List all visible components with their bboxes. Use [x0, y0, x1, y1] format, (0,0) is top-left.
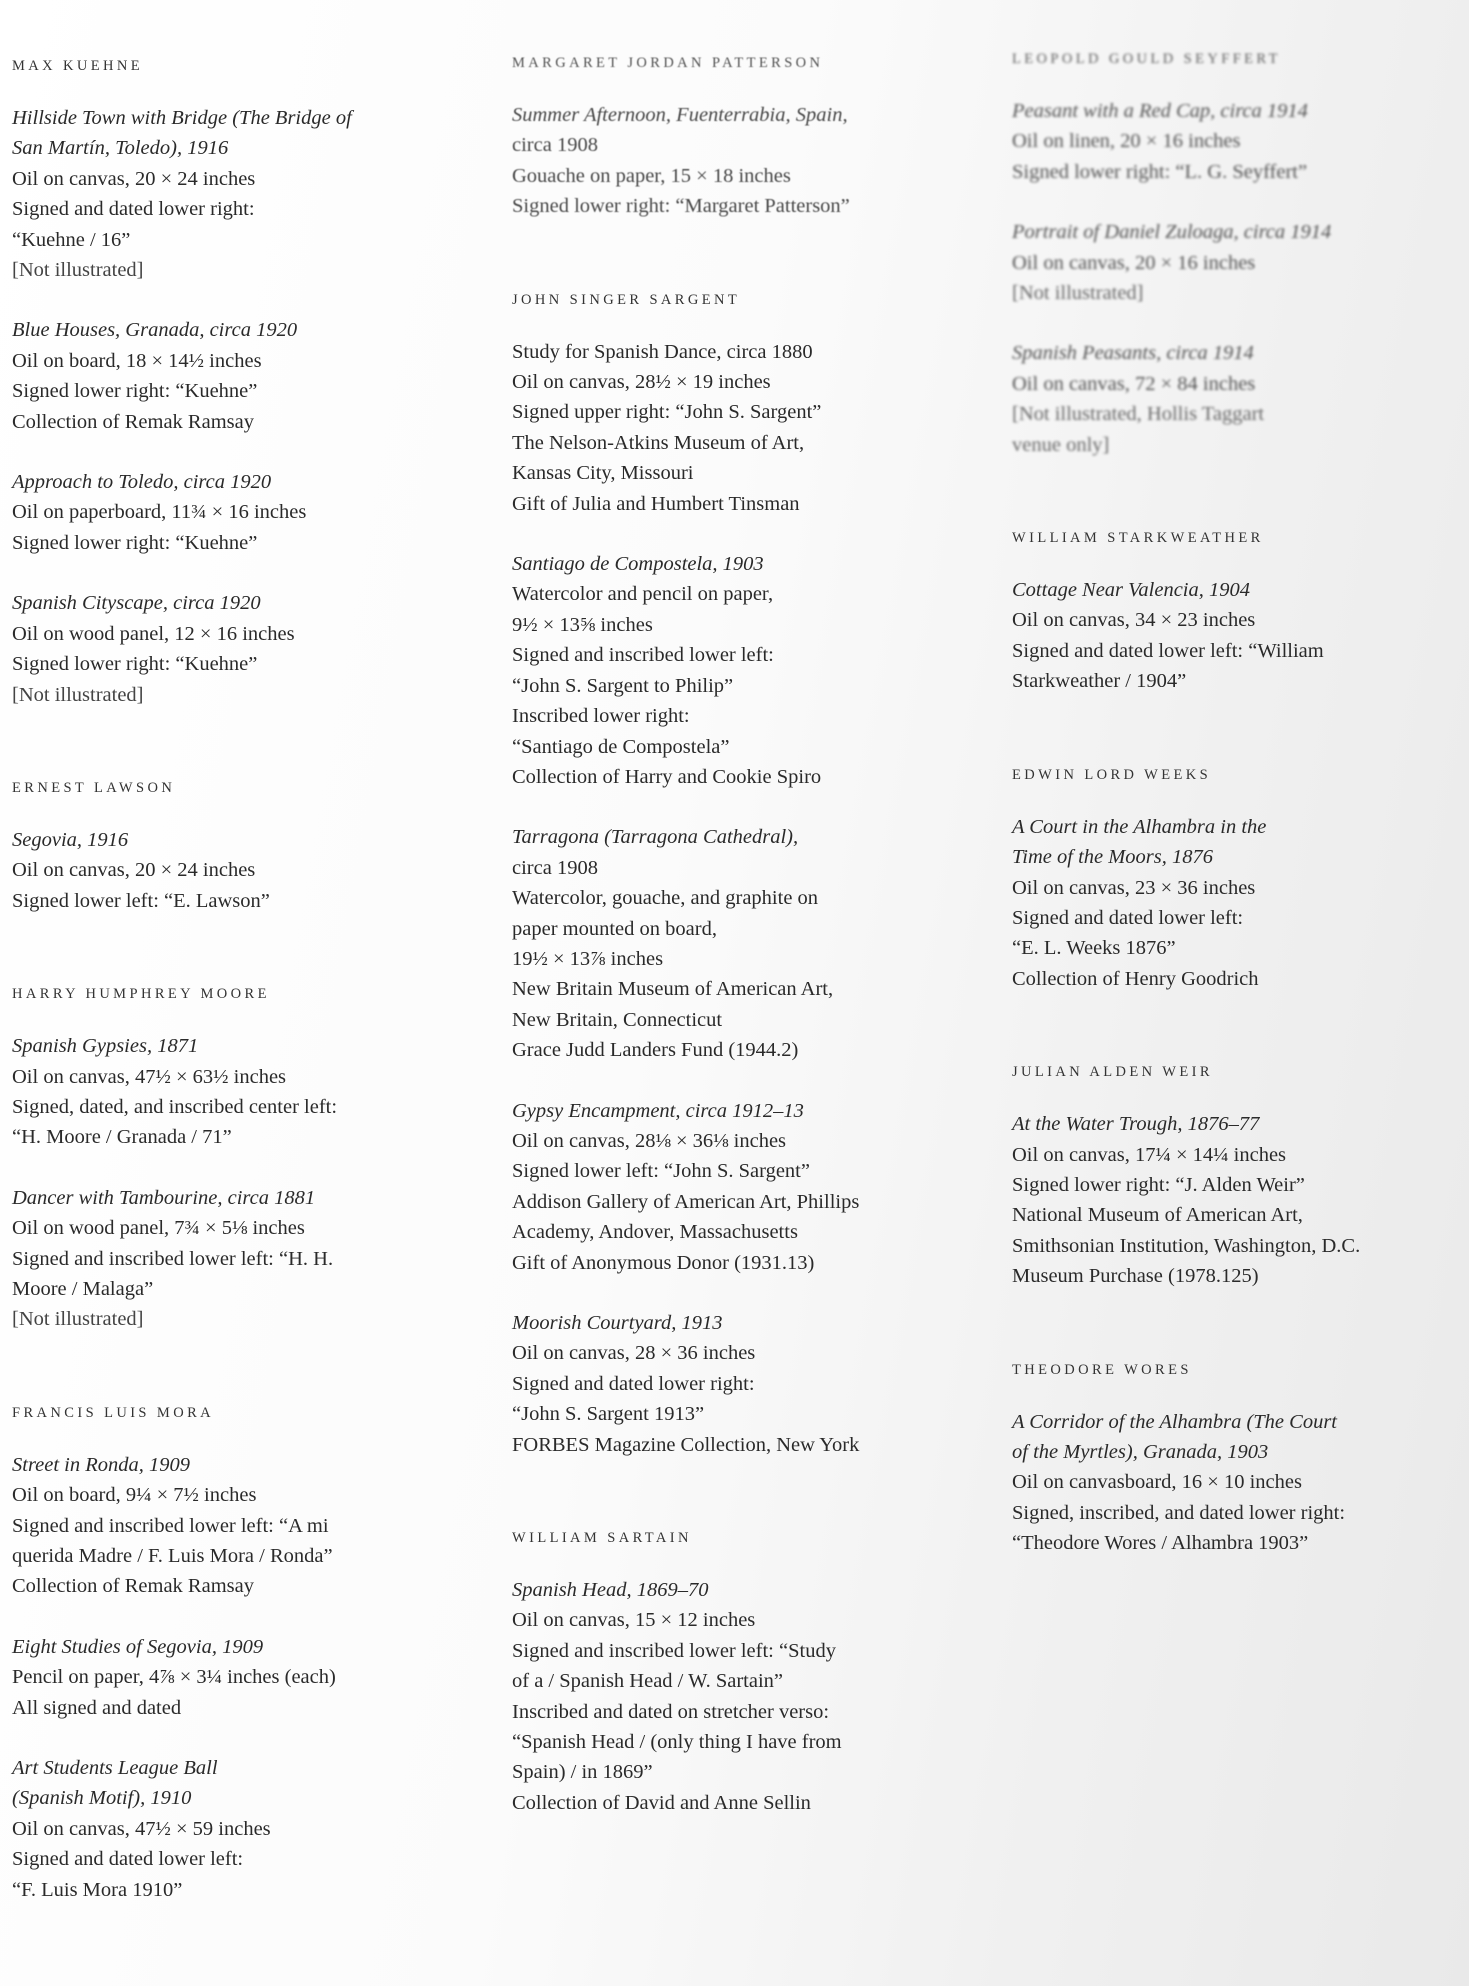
artwork-collection: Grace Judd Landers Fund (1944.2)	[512, 1039, 799, 1062]
artwork-entry	[12, 825, 482, 916]
artist-entry	[1012, 767, 1469, 994]
artwork-title: Eight Studies of Segovia, 1909	[12, 1635, 264, 1658]
artwork-entry	[512, 100, 982, 222]
artwork-signature: “Spanish Head / (only thing I have from	[512, 1731, 842, 1754]
artwork-entry	[512, 822, 982, 1065]
artwork-medium: Oil on canvas, 34 × 23 inches	[1012, 609, 1256, 632]
artwork-medium: Oil on paperboard, 11¾ × 16 inches	[12, 501, 307, 524]
artwork-medium: Oil on canvas, 20 × 24 inches	[12, 167, 256, 190]
artist-name: JOHN SINGER SARGENT	[512, 291, 741, 308]
artist-entry	[1012, 1362, 1469, 1559]
artwork-note: [Not illustrated]	[12, 259, 144, 282]
artwork-signature: Signed and dated lower left: “William	[1012, 639, 1324, 662]
artwork-collection: FORBES Magazine Collection, New York	[512, 1433, 860, 1456]
artwork-collection: Museum Purchase (1978.125)	[1012, 1265, 1259, 1288]
artist-entry	[12, 986, 482, 1335]
artwork-medium: Oil on wood panel, 7¾ × 5⅛ inches	[12, 1217, 305, 1240]
artwork-signature: Moore / Malaga”	[12, 1277, 154, 1300]
artwork-title: Hillside Town with Bridge (The Bridge of	[12, 107, 352, 129]
artist-entry	[512, 1530, 982, 1818]
artwork-entry	[12, 103, 482, 285]
artwork-title: Summer Afternoon, Fuenterrabia, Spain,	[512, 104, 848, 126]
artwork-signature: Signed lower right: “Margaret Patterson”	[512, 195, 850, 218]
artist-name: LEOPOLD GOULD SEYFFERT	[1012, 51, 1281, 67]
artwork-medium: Oil on canvas, 28½ × 19 inches	[512, 371, 771, 394]
artwork-collection: National Museum of American Art,	[1012, 1204, 1303, 1227]
artist-name: ERNEST LAWSON	[12, 779, 176, 796]
artwork-signature: Starkweather / 1904”	[1012, 670, 1187, 693]
artist-entry	[12, 1405, 482, 1905]
artwork-signature: “F. Luis Mora 1910”	[12, 1878, 183, 1901]
artist-name: HARRY HUMPHREY MOORE	[12, 986, 270, 1003]
artist-entry	[1012, 51, 1469, 460]
artwork-signature: Signed lower right: “Kuehne”	[12, 380, 258, 403]
column-middle	[512, 0, 982, 1888]
artwork-title: A Corridor of the Alhambra (The Court	[1012, 1410, 1337, 1433]
artwork-signature: Signed and dated lower left:	[1012, 906, 1244, 929]
artwork-medium: Oil on canvas, 15 × 12 inches	[512, 1609, 756, 1632]
artwork-signature: querida Madre / F. Luis Mora / Ronda”	[12, 1545, 333, 1567]
artwork-signature: Signed lower right: “J. Alden Weir”	[1012, 1173, 1305, 1196]
artwork-medium: Oil on canvas, 47½ × 63½ inches	[12, 1065, 287, 1088]
artwork-note: venue only]	[1012, 433, 1110, 456]
artwork-medium: 19½ × 13⅞ inches	[512, 947, 664, 970]
artwork-title: Spanish Peasants, circa 1914	[1012, 342, 1254, 365]
artwork-signature: Signed, dated, and inscribed center left:	[12, 1095, 338, 1118]
artwork-entry	[1012, 812, 1469, 994]
artwork-medium: Oil on board, 9¼ × 7½ inches	[12, 1484, 257, 1507]
artist-entry	[512, 292, 982, 1460]
artwork-title: Peasant with a Red Cap, circa 1914	[1012, 100, 1308, 122]
artwork-collection: Academy, Andover, Massachusetts	[512, 1221, 798, 1244]
artwork-signature: Signed lower right: “Kuehne”	[12, 653, 258, 676]
artwork-title: Approach to Toledo, circa 1920	[12, 471, 272, 494]
artwork-entry	[12, 1031, 482, 1153]
artwork-note: [Not illustrated]	[12, 683, 144, 706]
artwork-signature: Signed and dated lower right:	[512, 1372, 755, 1395]
artwork-signature: “Kuehne / 16”	[12, 228, 131, 251]
artwork-title: Spanish Cityscape, circa 1920	[12, 592, 261, 615]
artwork-title: Portrait of Daniel Zuloaga, circa 1914	[1012, 221, 1332, 244]
artwork-collection: Kansas City, Missouri	[512, 462, 694, 485]
artwork-medium: Pencil on paper, 4⅞ × 3¼ inches (each)	[12, 1666, 336, 1689]
artwork-medium: Oil on canvas, 17¼ × 14¼ inches	[1012, 1143, 1287, 1166]
artwork-signature: Signed lower left: “E. Lawson”	[12, 889, 270, 912]
artwork-title: (Spanish Motif), 1910	[12, 1787, 192, 1810]
column-left	[12, 0, 482, 1975]
artwork-medium: Oil on linen, 20 × 16 inches	[1012, 130, 1241, 153]
artist-name: WILLIAM STARKWEATHER	[1012, 530, 1264, 547]
artwork-title: A Court in the Alhambra in the	[1012, 815, 1267, 838]
artwork-signature: Inscribed and dated on stretcher verso:	[512, 1700, 830, 1723]
artwork-signature: Signed lower right: “L. G. Seyffert”	[1012, 160, 1308, 183]
artwork-medium: Oil on canvas, 28⅛ × 36⅛ inches	[512, 1129, 787, 1152]
artwork-entry	[12, 1450, 482, 1602]
artwork-title: Spanish Head, 1869–70	[512, 1579, 709, 1602]
artwork-note: [Not illustrated, Hollis Taggart	[1012, 403, 1265, 426]
artwork-signature: All signed and dated	[12, 1696, 182, 1719]
artwork-medium: Oil on canvas, 20 × 16 inches	[1012, 251, 1256, 274]
artwork-signature: Spain) / in 1869”	[512, 1761, 653, 1784]
artwork-entry	[1012, 217, 1469, 308]
artwork-title: At the Water Trough, 1876–77	[1012, 1113, 1260, 1136]
artwork-collection: Collection of Henry Goodrich	[1012, 967, 1259, 990]
artwork-signature: Signed and inscribed lower left: “A mi	[12, 1514, 329, 1537]
artwork-medium: Oil on canvasboard, 16 × 10 inches	[1012, 1471, 1302, 1494]
artwork-title: Santiago de Compostela, 1903	[512, 553, 764, 576]
artwork-entry	[1012, 96, 1469, 187]
artwork-collection: Collection of David and Anne Sellin	[512, 1791, 811, 1814]
artwork-date: circa 1908	[512, 856, 598, 879]
artwork-signature: Signed upper right: “John S. Sargent”	[512, 401, 822, 424]
artist-name: EDWIN LORD WEEKS	[1012, 766, 1212, 783]
artwork-title: Art Students League Ball	[12, 1757, 218, 1780]
artwork-signature: Inscribed lower right:	[512, 705, 690, 728]
artwork-medium: Oil on canvas, 72 × 84 inches	[1012, 372, 1256, 395]
artwork-signature: “John S. Sargent 1913”	[512, 1403, 705, 1426]
artist-entry	[12, 780, 482, 916]
artwork-signature: “Santiago de Compostela”	[512, 735, 730, 758]
artist-name: MARGARET JORDAN PATTERSON	[512, 55, 824, 71]
artwork-entry	[1012, 1109, 1469, 1291]
artwork-title: San Martín, Toledo), 1916	[12, 137, 229, 160]
artwork-title: Study for Spanish Dance, circa 1880	[512, 340, 813, 363]
artwork-collection: Collection of Remak Ramsay	[12, 410, 254, 433]
artwork-signature: of a / Spanish Head / W. Sartain”	[512, 1670, 784, 1693]
artwork-entry	[512, 1096, 982, 1278]
artwork-collection: New Britain Museum of American Art,	[512, 978, 834, 1001]
artwork-title: Blue Houses, Granada, circa 1920	[12, 319, 298, 342]
artist-name: FRANCIS LUIS MORA	[12, 1404, 215, 1421]
artist-name: MAX KUEHNE	[12, 58, 144, 74]
artist-name: JULIAN ALDEN WEIR	[1012, 1064, 1213, 1081]
artwork-medium: Oil on canvas, 20 × 24 inches	[12, 859, 256, 882]
artwork-signature: “John S. Sargent to Philip”	[512, 674, 734, 697]
artwork-collection: Gift of Anonymous Donor (1931.13)	[512, 1251, 815, 1274]
artwork-signature: “E. L. Weeks 1876”	[1012, 937, 1176, 960]
artwork-note: [Not illustrated]	[12, 1308, 144, 1331]
artist-entry	[12, 58, 482, 710]
artwork-collection: Collection of Remak Ramsay	[12, 1575, 254, 1598]
artwork-medium: 9½ × 13⅝ inches	[512, 613, 653, 636]
artwork-medium: Oil on board, 18 × 14½ inches	[12, 349, 262, 372]
artwork-collection: Smithsonian Institution, Washington, D.C.	[1012, 1234, 1361, 1257]
artist-entry	[1012, 1064, 1469, 1291]
artwork-collection: The Nelson-Atkins Museum of Art,	[512, 431, 805, 454]
artwork-medium: Gouache on paper, 15 × 18 inches	[512, 164, 791, 187]
artwork-title: Spanish Gypsies, 1871	[12, 1035, 199, 1058]
artwork-entry	[12, 1632, 482, 1723]
artwork-entry	[512, 549, 982, 792]
artwork-signature: Signed, inscribed, and dated lower right:	[1012, 1501, 1346, 1524]
artwork-collection: Gift of Julia and Humbert Tinsman	[512, 492, 800, 515]
artwork-entry	[12, 467, 482, 558]
artwork-medium: Watercolor and pencil on paper,	[512, 583, 774, 606]
artwork-entry	[512, 337, 982, 519]
artwork-entry	[512, 1308, 982, 1460]
artwork-entry	[512, 1575, 982, 1818]
artwork-title: Tarragona (Tarragona Cathedral),	[512, 826, 799, 849]
artwork-signature: “Theodore Wores / Alhambra 1903”	[1012, 1532, 1309, 1555]
artist-name: WILLIAM SARTAIN	[512, 1530, 692, 1547]
column-right	[1012, 0, 1469, 1629]
artwork-medium: Oil on wood panel, 12 × 16 inches	[12, 622, 295, 645]
artwork-entry	[12, 315, 482, 437]
artwork-entry	[1012, 1407, 1469, 1559]
artwork-entry	[1012, 575, 1469, 697]
artwork-collection: Collection of Harry and Cookie Spiro	[512, 765, 822, 788]
artwork-title: Time of the Moors, 1876	[1012, 846, 1214, 869]
artwork-signature: Signed and inscribed lower left: “H. H.	[12, 1247, 334, 1270]
artwork-title: Moorish Courtyard, 1913	[512, 1312, 723, 1334]
artwork-title: Cottage Near Valencia, 1904	[1012, 579, 1251, 602]
artwork-medium: Oil on canvas, 47½ × 59 inches	[12, 1817, 271, 1840]
artwork-signature: Signed lower right: “Kuehne”	[12, 531, 258, 554]
artwork-date: circa 1908	[512, 134, 598, 157]
artwork-title: Street in Ronda, 1909	[12, 1453, 191, 1476]
artwork-medium: paper mounted on board,	[512, 917, 717, 940]
artwork-signature: “H. Moore / Granada / 71”	[12, 1126, 232, 1149]
artwork-medium: Oil on canvas, 23 × 36 inches	[1012, 876, 1256, 899]
artwork-title: of the Myrtles), Granada, 1903	[1012, 1440, 1269, 1463]
artwork-entry	[1012, 338, 1469, 460]
artwork-note: [Not illustrated]	[1012, 282, 1144, 305]
artwork-title: Segovia, 1916	[12, 828, 129, 851]
artwork-collection: Addison Gallery of American Art, Phillips	[512, 1190, 860, 1213]
artist-entry	[1012, 530, 1469, 697]
artwork-entry	[12, 1753, 482, 1905]
artwork-signature: Signed and dated lower left:	[12, 1848, 244, 1871]
artwork-medium: Watercolor, gouache, and graphite on	[512, 887, 819, 910]
artwork-signature: Signed and dated lower right:	[12, 198, 255, 221]
artwork-title: Dancer with Tambourine, circa 1881	[12, 1186, 316, 1209]
artwork-medium: Oil on canvas, 28 × 36 inches	[512, 1342, 756, 1365]
artwork-entry	[12, 588, 482, 710]
artwork-signature: Signed and inscribed lower left: “Study	[512, 1639, 836, 1662]
artwork-signature: Signed and inscribed lower left:	[512, 644, 774, 667]
artwork-collection: New Britain, Connecticut	[512, 1008, 723, 1031]
artist-name: THEODORE WORES	[1012, 1361, 1192, 1378]
artwork-title: Gypsy Encampment, circa 1912–13	[512, 1099, 804, 1122]
artwork-signature: Signed lower left: “John S. Sargent”	[512, 1160, 810, 1183]
artwork-entry	[12, 1183, 482, 1335]
artist-entry	[512, 55, 982, 222]
